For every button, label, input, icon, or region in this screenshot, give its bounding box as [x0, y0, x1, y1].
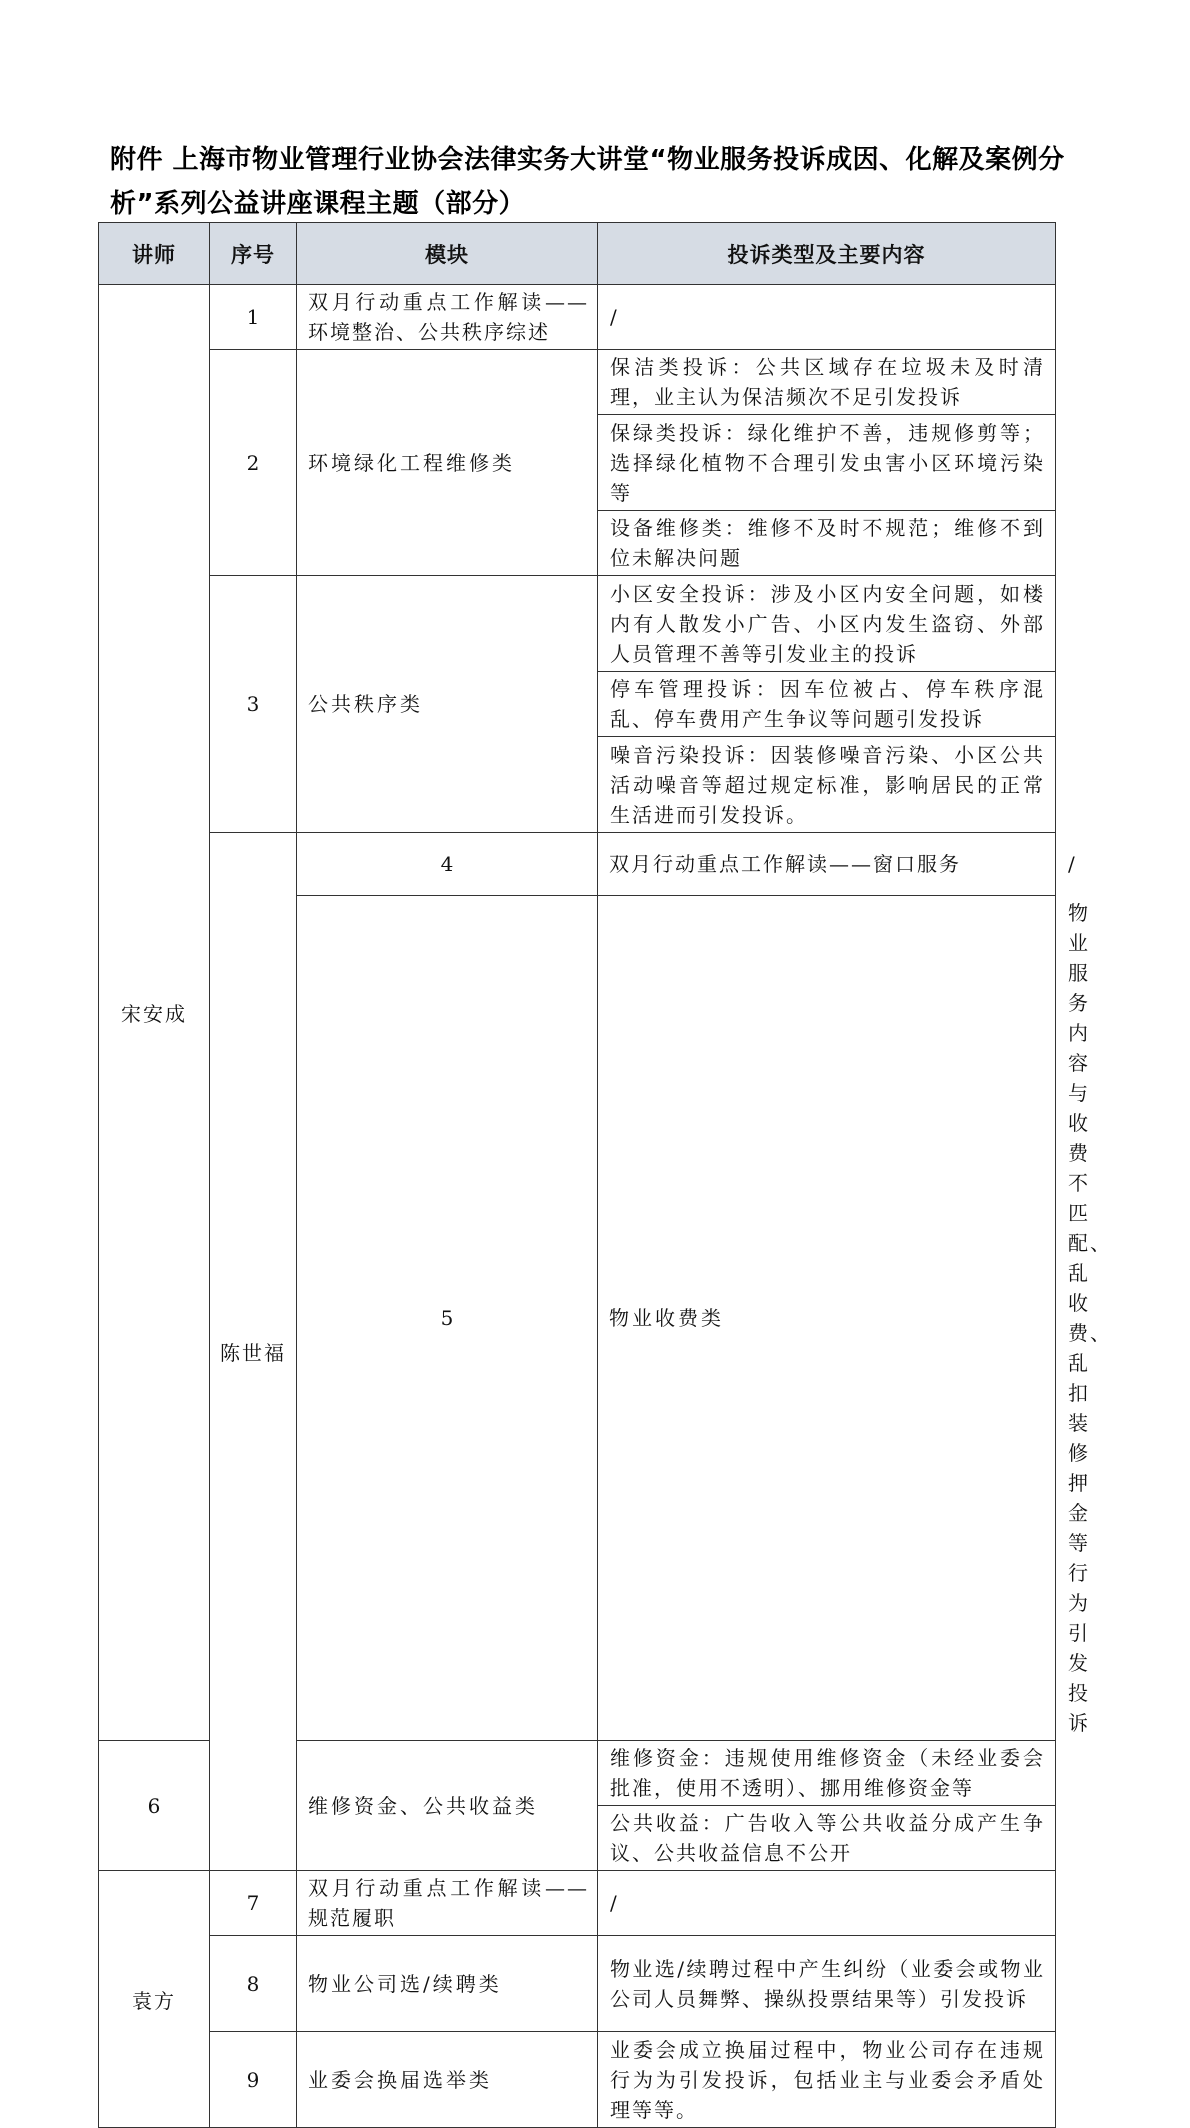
detail-cell: 保绿类投诉：绿化维护不善，违规修剪等；选择绿化植物不合理引发虫害小区环境污染等 [598, 415, 1056, 511]
seq-cell: 7 [210, 1871, 297, 1936]
module-cell: 双月行动重点工作解读——规范履职 [297, 1871, 598, 1936]
seq-cell: 5 [297, 896, 598, 1741]
table-header-row [99, 223, 1056, 285]
table-row [99, 2032, 1056, 2128]
header-detail: 投诉类型及主要内容 [598, 223, 1056, 285]
table-row: 5 物业收费类 物业服务内容与收费不匹配、乱收费、乱扣装修押金等行为引发投诉 [99, 896, 1056, 1741]
table-row [99, 576, 1056, 672]
course-table [98, 222, 1112, 2128]
seq-cell: 9 [210, 2032, 297, 2128]
seq-cell: 2 [210, 350, 297, 576]
table-row [99, 285, 1056, 350]
page-title: 附件 上海市物业管理行业协会法律实务大讲堂“物业服务投诉成因、化解及案例分析”系列公益讲座课程主题（部分） [110, 145, 1065, 219]
detail-cell: 业委会成立换届过程中，物业公司存在违规行为为引发投诉，包括业主与业委会矛盾处理等等。 [598, 2032, 1056, 2128]
table-row [99, 1871, 1056, 1936]
detail-cell: 物业选/续聘过程中产生纠纷（业委会或物业公司人员舞弊、操纵投票结果等）引发投诉 [598, 1936, 1056, 2032]
detail-cell: 设备维修类：维修不及时不规范；维修不到位未解决问题 [598, 511, 1056, 576]
module-cell: 物业公司选/续聘类 [297, 1936, 598, 2032]
module-cell: 双月行动重点工作解读——环境整治、公共秩序综述 [297, 285, 598, 350]
seq-cell: 1 [210, 285, 297, 350]
header-module: 模块 [297, 223, 598, 285]
lecturer-cell: 陈世福 [210, 833, 297, 1871]
header-seq: 序号 [210, 223, 297, 285]
module-cell: 业委会换届选举类 [297, 2032, 598, 2128]
detail-cell: 噪音污染投诉：因装修噪音污染、小区公共活动噪音等超过规定标准，影响居民的正常生活进而引发投诉。 [598, 737, 1056, 833]
table-row [99, 350, 1056, 415]
header-lecturer: 讲师 [99, 223, 210, 285]
table-row: 陈世福 4 双月行动重点工作解读——窗口服务 / [99, 833, 1056, 896]
module-cell: 公共秩序类 [297, 576, 598, 833]
seq-cell: 4 [297, 833, 598, 896]
module-cell: 环境绿化工程维修类 [297, 350, 598, 576]
detail-cell: 维修资金：违规使用维修资金（未经业委会批准，使用不透明）、挪用维修资金等 [598, 1741, 1056, 1806]
detail-cell: 停车管理投诉：因车位被占、停车秩序混乱、停车费用产生争议等问题引发投诉 [598, 672, 1056, 737]
detail-cell: 保洁类投诉：公共区域存在垃圾未及时清理，业主认为保洁频次不足引发投诉 [598, 350, 1056, 415]
detail-cell: / [598, 1871, 1056, 1936]
seq-cell: 8 [210, 1936, 297, 2032]
table-row [99, 1936, 1056, 2032]
module-cell: 双月行动重点工作解读——窗口服务 [598, 833, 1056, 896]
lecturer-cell: 宋安成 [99, 285, 210, 1741]
detail-cell: 小区安全投诉：涉及小区内安全问题，如楼内有人散发小广告、小区内发生盗窃、外部人员管理不善等引发业主的投诉 [598, 576, 1056, 672]
module-cell: 物业收费类 [598, 896, 1056, 1741]
detail-cell: 公共收益：广告收入等公共收益分成产生争议、公共收益信息不公开 [598, 1806, 1056, 1871]
lecturer-cell: 袁方 [99, 1871, 210, 2128]
seq-cell: 6 [99, 1741, 210, 1871]
detail-cell: / [598, 285, 1056, 350]
module-cell: 维修资金、公共收益类 [297, 1741, 598, 1871]
seq-cell: 3 [210, 576, 297, 833]
